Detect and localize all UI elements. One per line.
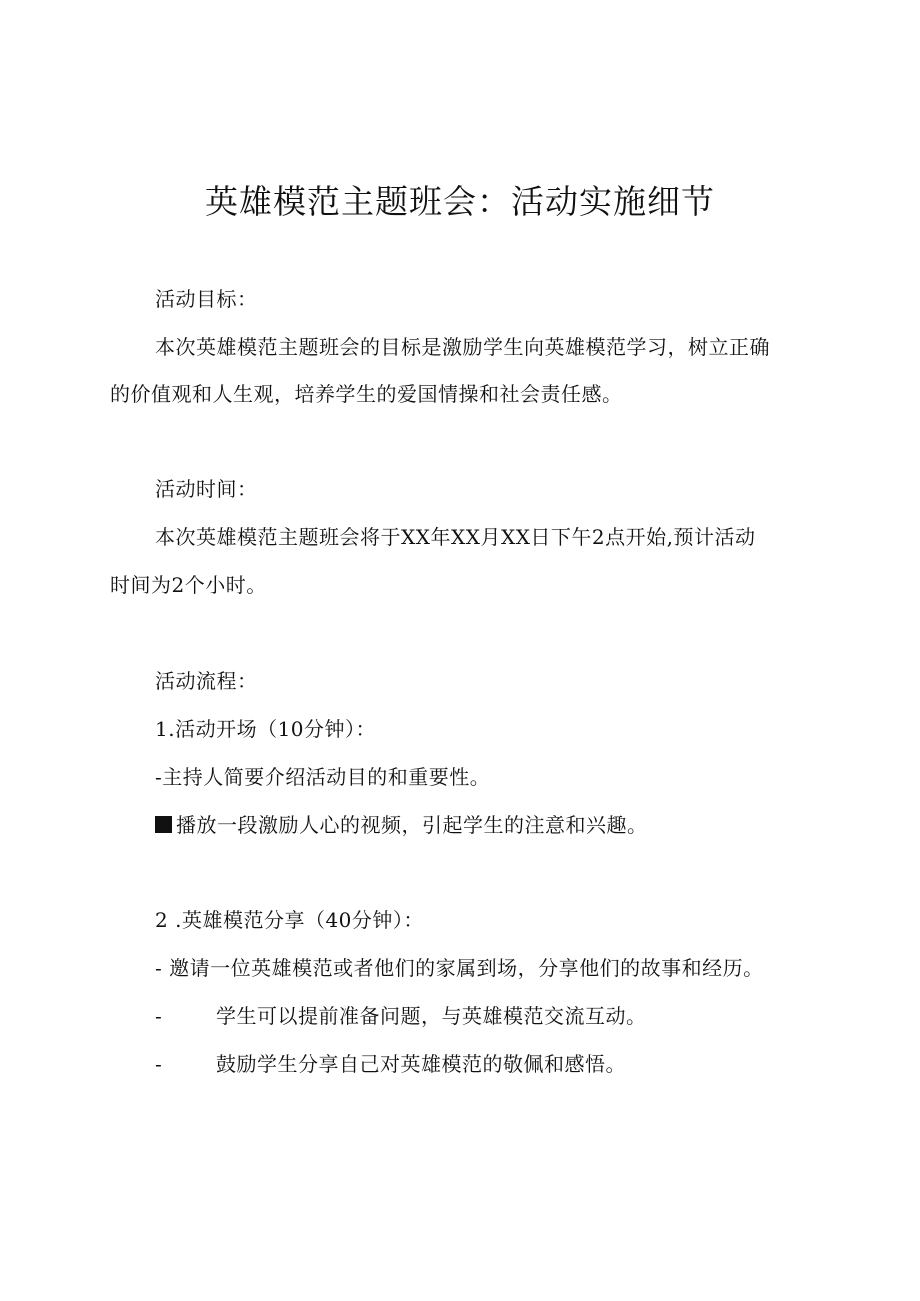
goal-heading: 活动目标： bbox=[155, 287, 258, 311]
step2-item-3-dash: - bbox=[155, 1052, 162, 1076]
step2-item-3: 鼓励学生分享自己对英雄模范的敬佩和感悟。 bbox=[216, 1052, 626, 1076]
goal-text-line-1: 本次英雄模范主题班会的目标是激励学生向英雄模范学习，树立正确 bbox=[155, 335, 770, 359]
time-text-line-2: 时间为2个小时。 bbox=[110, 573, 267, 597]
step2-item-2: 学生可以提前准备问题，与英雄模范交流互动。 bbox=[216, 1004, 647, 1028]
process-heading: 活动流程： bbox=[155, 669, 258, 693]
step1-item-1: -主持人简要介绍活动目的和重要性。 bbox=[155, 765, 491, 789]
document-title: 英雄模范主题班会：活动实施细节 bbox=[205, 182, 715, 221]
step2-item-1: - 邀请一位英雄模范或者他们的家属到场，分享他们的故事和经历。 bbox=[155, 956, 764, 980]
square-bullet-icon bbox=[155, 816, 172, 833]
step2-title: 2 .英雄模范分享（40分钟）： bbox=[155, 908, 424, 932]
time-heading: 活动时间： bbox=[155, 477, 258, 501]
time-text-line-1: 本次英雄模范主题班会将于XX年XX月XX日下午2点开始,预计活动 bbox=[155, 525, 756, 549]
step1-title: 1.活动开场（10分钟）： bbox=[155, 717, 377, 741]
goal-text-line-2: 的价值观和人生观，培养学生的爱国情操和社会责任感。 bbox=[110, 382, 623, 406]
step1-item-2-text: 播放一段激励人心的视频，引起学生的注意和兴趣。 bbox=[176, 813, 648, 837]
step2-item-2-dash: - bbox=[155, 1004, 162, 1028]
step1-item-2 bbox=[155, 810, 648, 840]
